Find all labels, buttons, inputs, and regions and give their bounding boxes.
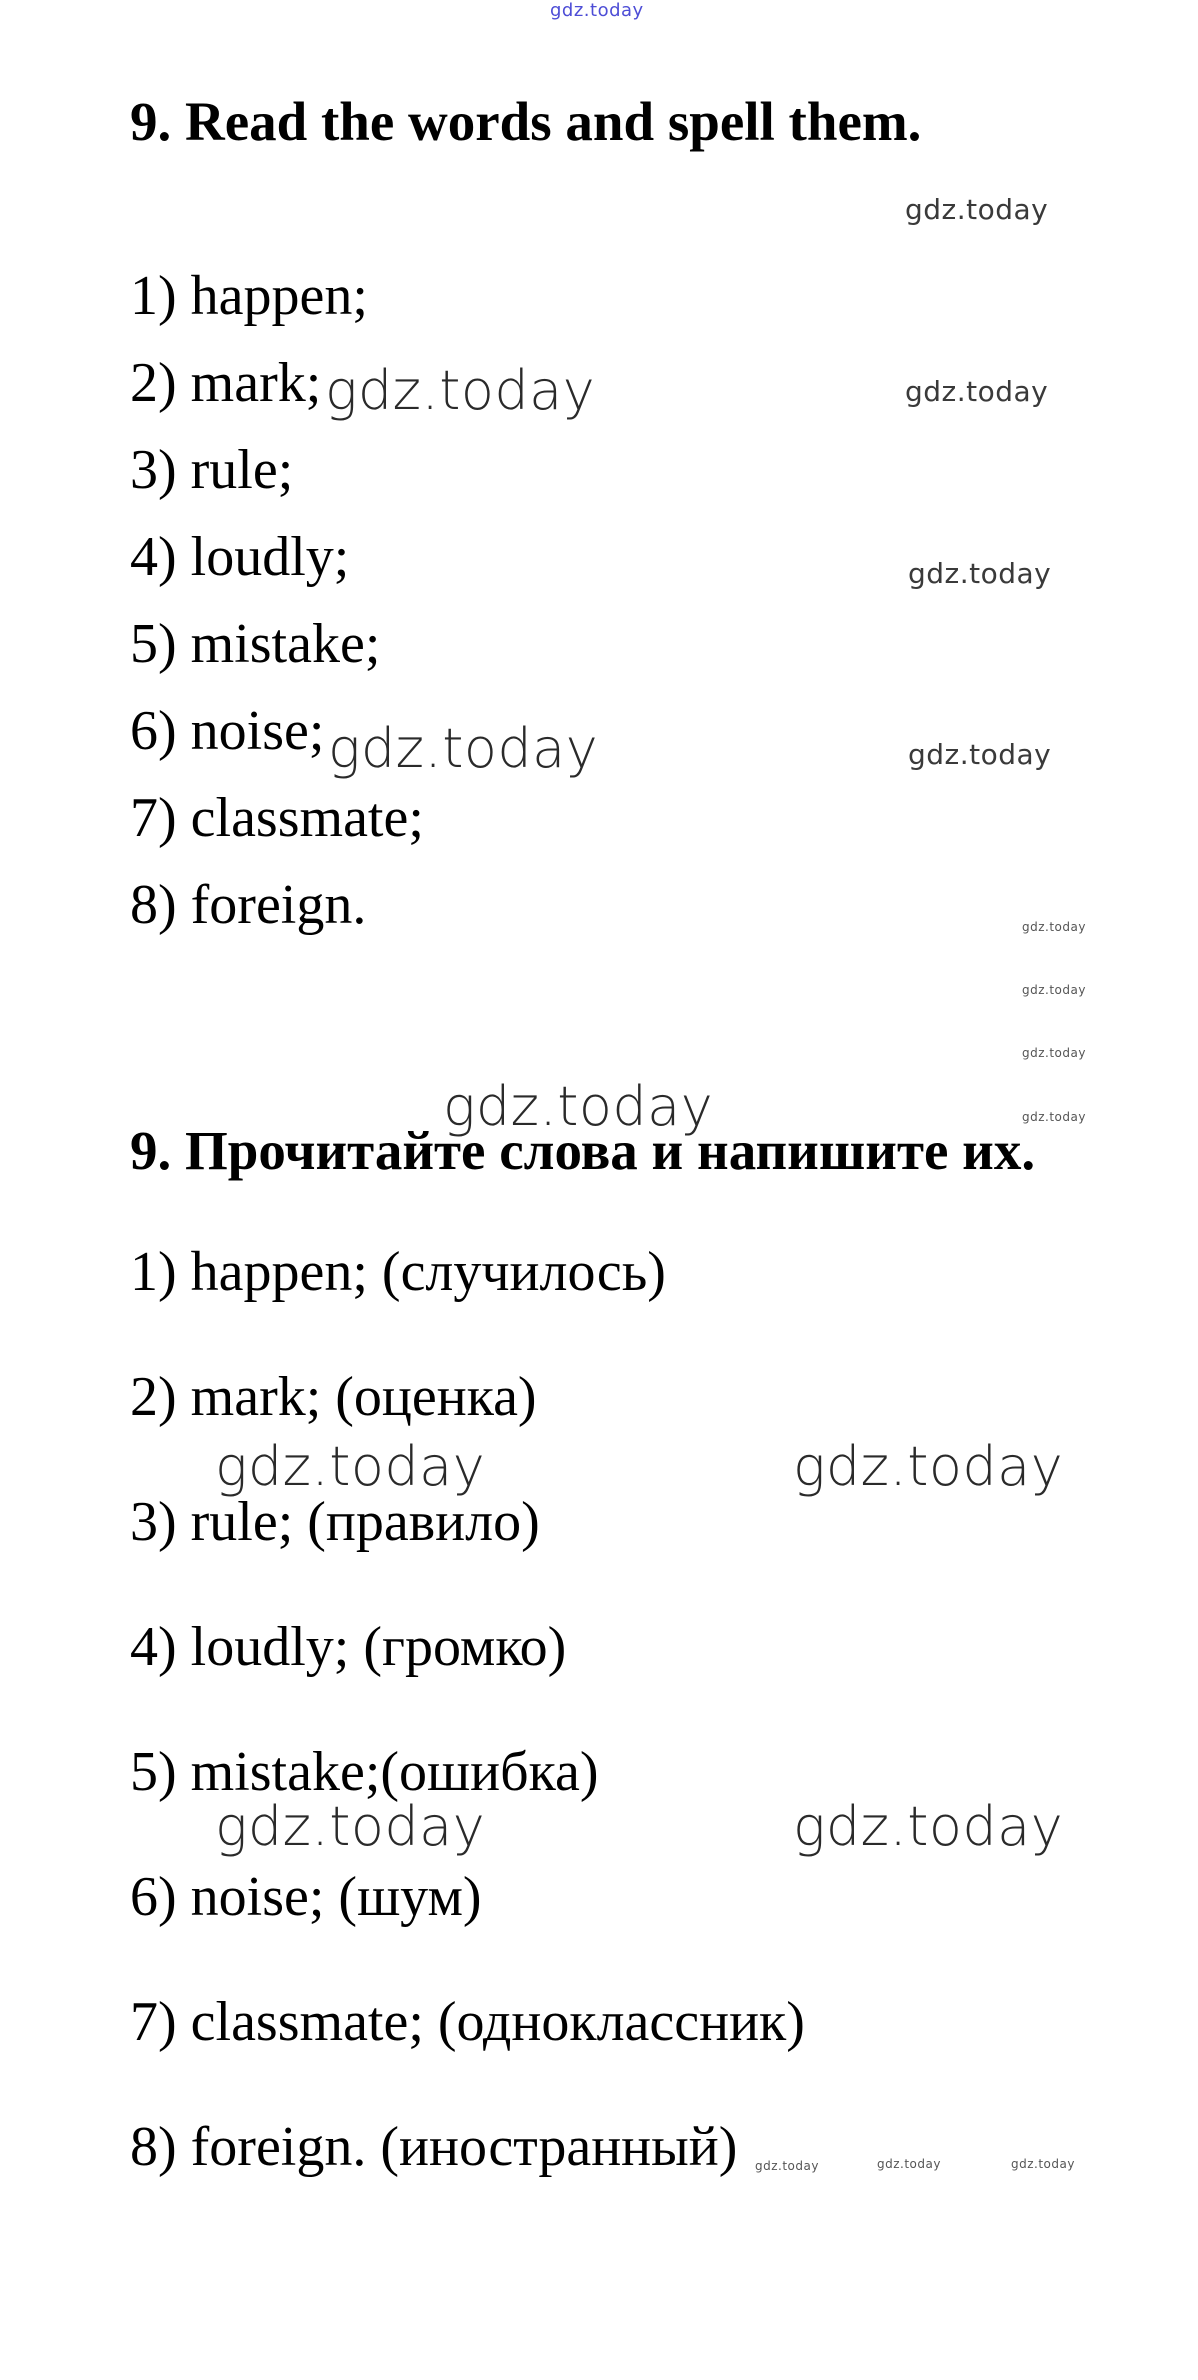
list-item: 7) classmate; (одноклассник) <box>130 1991 805 2053</box>
list-item: 6) noise; (шум) <box>130 1866 482 1928</box>
watermark-text: gdz.today <box>905 375 1049 408</box>
list-item: 3) rule; (правило) <box>130 1491 540 1553</box>
watermark-text: gdz.today <box>905 193 1049 226</box>
watermark-text: gdz.today <box>1022 983 1086 997</box>
list-item: 4) loudly; (громко) <box>130 1616 567 1678</box>
exercise-title-en: 9. Read the words and spell them. <box>130 91 922 152</box>
list-item: 5) mistake; <box>130 613 381 675</box>
list-item: 3) rule; <box>130 439 294 501</box>
list-item: 8) foreign. <box>130 874 367 936</box>
watermark-text: gdz.today <box>755 2159 819 2173</box>
list-item: 1) happen; <box>130 265 368 327</box>
watermark-text: gdz.today <box>877 2157 941 2171</box>
watermark-text: gdz.today <box>328 717 599 780</box>
watermark-text: gdz.today <box>1011 2157 1075 2171</box>
list-item: 2) mark; (оценка) <box>130 1366 537 1428</box>
watermark-text: gdz.today <box>215 1795 486 1858</box>
watermark-text: gdz.today <box>443 1075 714 1138</box>
list-item: 7) classmate; <box>130 787 424 849</box>
watermark-text: gdz.today <box>1022 920 1086 934</box>
watermark-text: gdz.today <box>793 1435 1064 1498</box>
watermark-text: gdz.today <box>908 738 1052 771</box>
watermark-text: gdz.today <box>325 359 596 422</box>
list-item: 6) noise; <box>130 700 325 762</box>
watermark-text: gdz.today <box>908 557 1052 590</box>
list-item: 8) foreign. (иностранный) <box>130 2116 738 2178</box>
watermark-text: gdz.today <box>1022 1046 1086 1060</box>
list-item: 5) mistake;(ошибка) <box>130 1741 599 1803</box>
watermark-text: gdz.today <box>550 0 644 21</box>
list-item: 1) happen; (случилось) <box>130 1241 666 1303</box>
list-item: 2) mark; <box>130 352 322 414</box>
watermark-text: gdz.today <box>793 1795 1064 1858</box>
exercise-title-ru: 9. Прочитайте слова и напишите их. <box>130 1120 1036 1181</box>
watermark-text: gdz.today <box>215 1435 486 1498</box>
watermark-text: gdz.today <box>1022 1110 1086 1124</box>
list-item: 4) loudly; <box>130 526 350 588</box>
